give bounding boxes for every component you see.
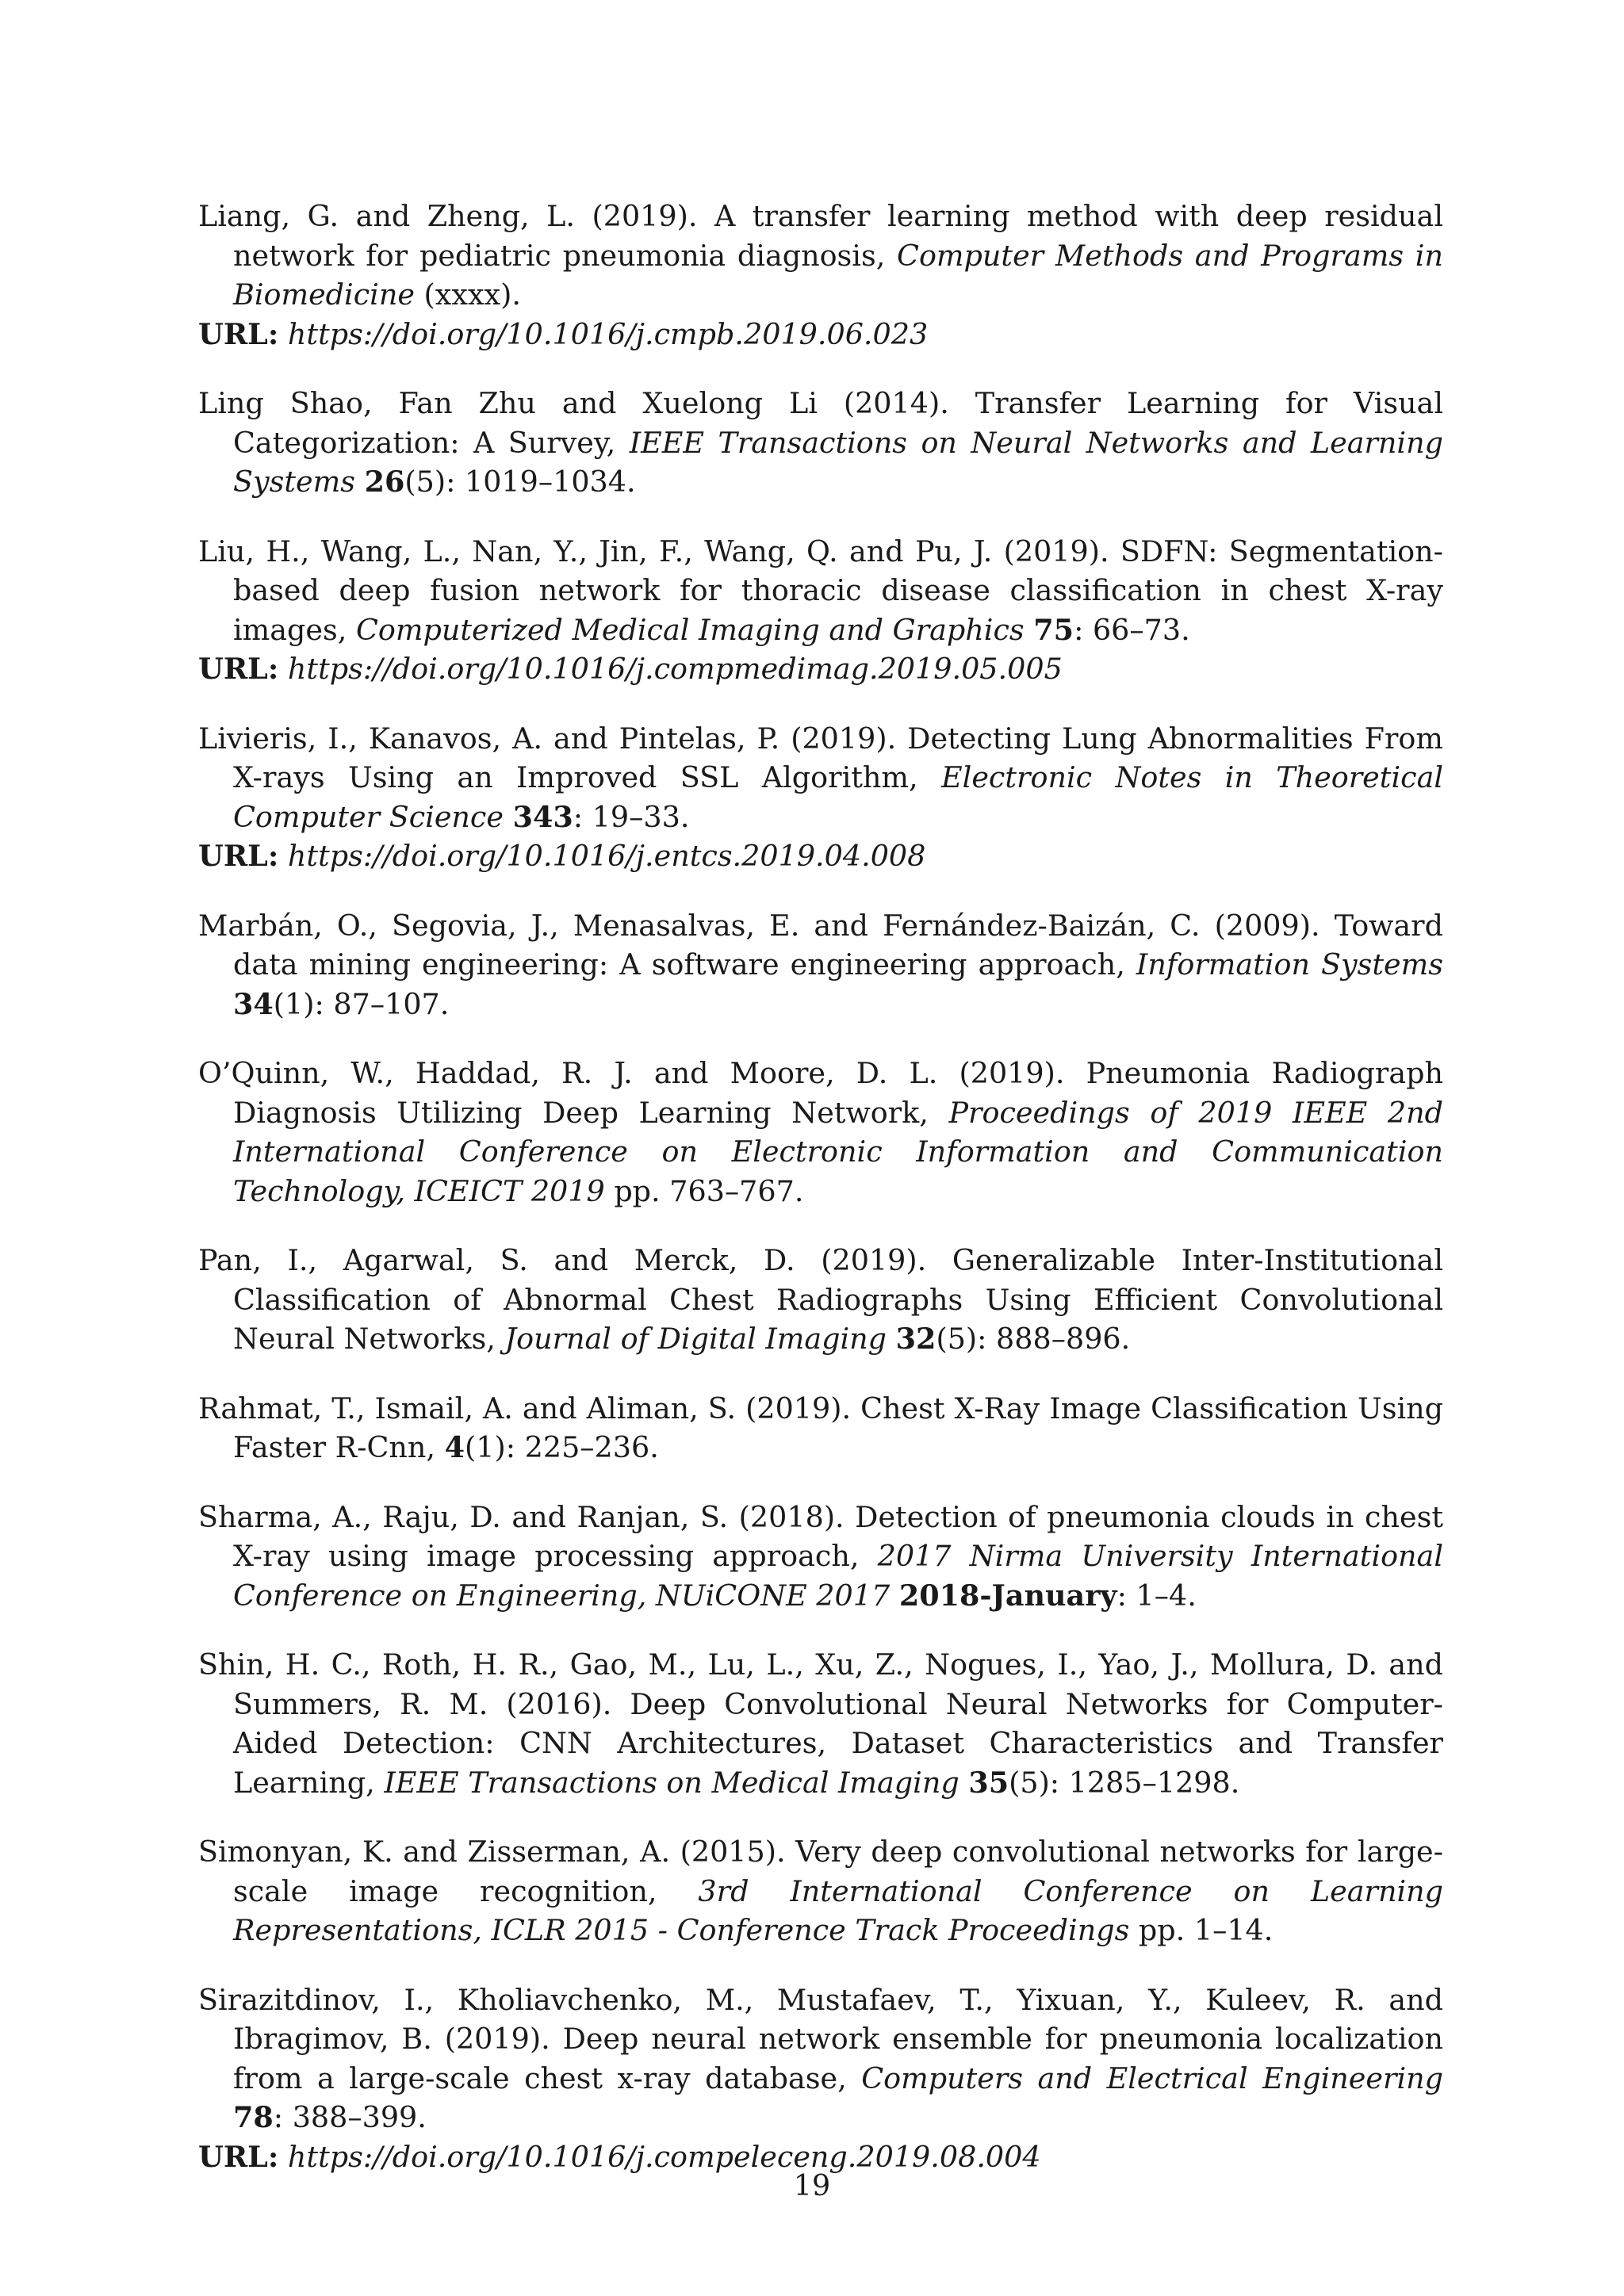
- reference-text: Liang, G. and Zheng, L. (2019). A transfer learning method with deep residual network for pediatric pneumonia diagnosis,: [198, 199, 1443, 273]
- reference-url-line: [198, 649, 1443, 689]
- reference-volume: 35: [968, 1765, 1009, 1800]
- reference-entry: [198, 384, 1443, 502]
- reference-tail: : 19–33.: [573, 799, 690, 834]
- reference-entry: [198, 532, 1443, 689]
- reference-volume: 26: [364, 465, 405, 499]
- reference-entry: [198, 197, 1443, 354]
- reference-venue: Information Systems: [1136, 947, 1443, 982]
- reference-url: https://doi.org/10.1016/j.compmedimag.2019.05.005: [287, 652, 1063, 686]
- page-number: 19: [793, 2168, 831, 2202]
- reference-tail: (5): 1019–1034.: [404, 465, 636, 499]
- reference-tail: pp. 1–14.: [1129, 1913, 1274, 1947]
- reference-volume: 4: [444, 1430, 465, 1464]
- reference-text: Marbán, O., Segovia, J., Menasalvas, E. and Fernández-Baizán, C. (2009). Toward data mining engineering: A software engineering approach,: [198, 908, 1443, 982]
- reference-venue: 3rd International Conference on Learning Representations, ICLR 2015 - Conference Track Proceedings: [233, 1873, 1443, 1947]
- reference-entry: [198, 1241, 1443, 1359]
- reference-url: https://doi.org/10.1016/j.entcs.2019.04.008: [287, 839, 926, 873]
- reference-url: https://doi.org/10.1016/j.cmpb.2019.06.023: [287, 316, 929, 351]
- reference-text: Pan, I., Agarwal, S. and Merck, D. (2019). Generalizable Inter-Institutional Classification of Abnormal Chest Radiographs Using Efficient Convolutional Neural Networks,: [198, 1243, 1443, 1356]
- reference-tail: pp. 763–767.: [604, 1173, 804, 1208]
- url-label: URL:: [198, 839, 279, 873]
- reference-list: [198, 197, 1443, 2206]
- reference-text: Sharma, A., Raju, D. and Ranjan, S. (2018). Detection of pneumonia clouds in chest X-ray using image processing approach,: [198, 1499, 1443, 1573]
- reference-text: O’Quinn, W., Haddad, R. J. and Moore, D. L. (2019). Pneumonia Radiograph Diagnosis Utilizing Deep Learning Network,: [198, 1056, 1443, 1130]
- reference-tail: (1): 87–107.: [273, 986, 450, 1021]
- reference-venue: Computer Methods and Programs in Biomedicine: [233, 238, 1443, 312]
- reference-url: https://doi.org/10.1016/j.compeleceng.2019.08.004: [287, 2139, 1041, 2174]
- reference-url-line: [198, 315, 1443, 354]
- reference-text: Livieris, I., Kanavos, A. and Pintelas, P. (2019). Detecting Lung Abnormalities From X-rays Using an Improved SSL Algorithm,: [198, 721, 1443, 794]
- reference-entry: [198, 1498, 1443, 1616]
- reference-volume: 343: [512, 799, 573, 834]
- reference-text: Sirazitdinov, I., Kholiavchenko, M., Mustafaev, T., Yixuan, Y., Kuleev, R. and Ibragimov, B. (2019). Deep neural network ensemble for pneumonia localization from a large-scale chest x-ray database,: [198, 1982, 1443, 2095]
- reference-venue: Journal of Digital Imaging: [504, 1322, 887, 1356]
- reference-text: Liu, H., Wang, L., Nan, Y., Jin, F., Wang, Q. and Pu, J. (2019). SDFN: Segmentation-based deep fusion network for thoracic disease classification in chest X-ray images,: [198, 534, 1443, 647]
- reference-text: Ling Shao, Fan Zhu and Xuelong Li (2014). Transfer Learning for Visual Categorization: A Survey,: [198, 386, 1443, 460]
- reference-entry: [198, 1832, 1443, 1950]
- reference-venue: IEEE Transactions on Neural Networks and Learning Systems: [233, 425, 1443, 499]
- reference-entry: [198, 1389, 1443, 1468]
- reference-volume: 2018-January: [898, 1578, 1117, 1613]
- reference-venue: Electronic Notes in Theoretical Computer Science: [233, 760, 1443, 834]
- reference-text: Shin, H. C., Roth, H. R., Gao, M., Lu, L., Xu, Z., Nogues, I., Yao, J., Mollura, D. and Summers, R. M. (2016). Deep Convolutional Neural Networks for Computer-Aided Detection: CNN Architectures, Dataset Characteristics and Transfer Learning,: [198, 1647, 1443, 1800]
- reference-tail: (1): 225–236.: [465, 1430, 659, 1464]
- reference-tail: (xxxx).: [414, 277, 521, 312]
- reference-entry: [198, 906, 1443, 1024]
- reference-volume: 75: [1033, 612, 1074, 647]
- reference-text: Simonyan, K. and Zisserman, A. (2015). Very deep convolutional networks for large-scale image recognition,: [198, 1835, 1443, 1908]
- reference-venue: Computerized Medical Imaging and Graphics: [355, 612, 1025, 647]
- reference-entry: [198, 1980, 1443, 2177]
- reference-venue: Computers and Electrical Engineering: [861, 2061, 1443, 2095]
- reference-volume: 34: [233, 986, 274, 1021]
- reference-tail: : 66–73.: [1074, 612, 1190, 647]
- reference-venue: 2017 Nirma University International Conference on Engineering, NUiCONE 2017: [233, 1539, 1443, 1613]
- reference-venue: IEEE Transactions on Medical Imaging: [384, 1765, 959, 1800]
- reference-volume: 78: [233, 2100, 274, 2134]
- url-label: URL:: [198, 652, 279, 686]
- reference-url-line: [198, 836, 1443, 876]
- reference-volume: 32: [895, 1322, 936, 1356]
- url-label: URL:: [198, 2139, 279, 2174]
- reference-tail: (5): 1285–1298.: [1009, 1765, 1240, 1800]
- reference-tail: : 1–4.: [1116, 1578, 1197, 1613]
- reference-entry: [198, 1054, 1443, 1211]
- reference-entry: [198, 1645, 1443, 1802]
- reference-tail: : 388–399.: [273, 2100, 427, 2134]
- reference-text: Rahmat, T., Ismail, A. and Aliman, S. (2019). Chest X-Ray Image Classification Using Faster R-Cnn,: [198, 1391, 1443, 1464]
- reference-tail: (5): 888–896.: [936, 1322, 1131, 1356]
- url-label: URL:: [198, 316, 279, 351]
- reference-venue: Proceedings of 2019 IEEE 2nd International Conference on Electronic Information and Communication Technology, ICEICT 2019: [233, 1095, 1443, 1208]
- reference-entry: [198, 719, 1443, 876]
